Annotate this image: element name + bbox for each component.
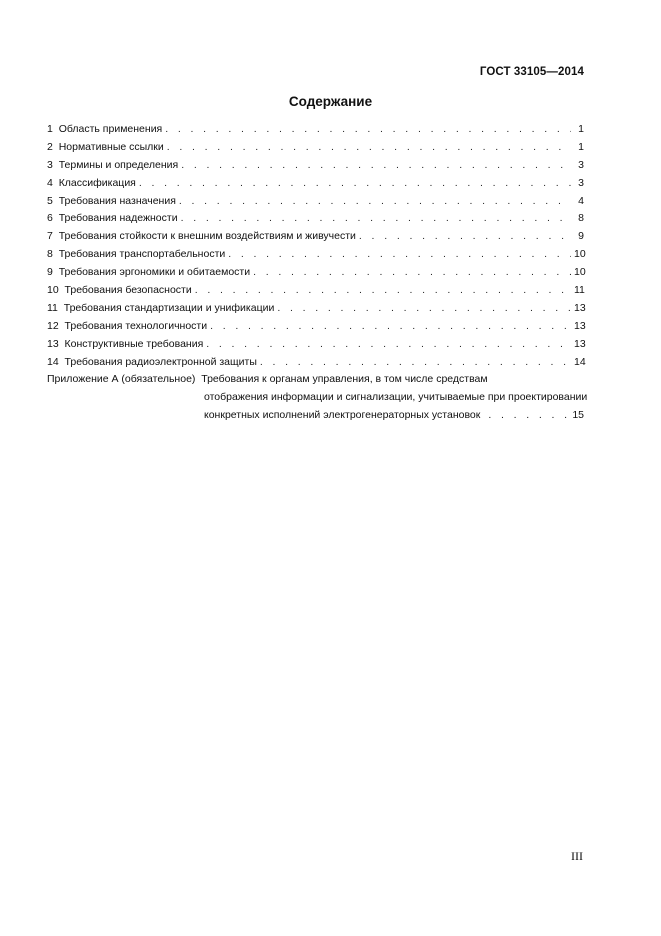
standard-code: ГОСТ 33105—2014 <box>479 66 584 78</box>
appendix-title-line-3: конкретных исполнений электрогенераторных установок <box>204 409 481 422</box>
leader-dots <box>195 282 571 300</box>
toc-entry-page: 13 <box>574 301 586 314</box>
toc-entry-5[interactable] <box>47 193 584 211</box>
toc-entry-label: Требования безопасности <box>64 284 192 297</box>
toc-entry-12[interactable] <box>47 318 584 336</box>
leader-dots <box>165 121 571 139</box>
toc-entry-page: 13 <box>574 337 586 350</box>
toc-entry-page: 15 <box>572 409 584 422</box>
appendix-first-line <box>47 371 584 389</box>
toc-entry-number: 1 <box>47 123 53 135</box>
toc-entry-6[interactable] <box>47 210 584 228</box>
toc-entry-number: 11 <box>47 301 58 314</box>
appendix-last-line <box>47 407 584 425</box>
leader-dots <box>260 354 571 372</box>
toc-entry-label: Классификация <box>58 176 136 189</box>
toc-entry-page: 11 <box>574 284 585 297</box>
toc-entry-number: 2 <box>47 140 53 153</box>
toc-entry-page: 3 <box>578 158 584 171</box>
toc-appendix-a[interactable] <box>47 371 588 425</box>
toc-entry-number: 3 <box>47 158 53 171</box>
leader-dots <box>228 246 571 264</box>
toc-entry-number: 10 <box>47 284 59 297</box>
toc-entry-label: Требования назначения <box>58 194 176 207</box>
leader-dots <box>181 210 571 228</box>
toc-entry-4[interactable] <box>47 175 584 193</box>
page-number: III <box>571 849 583 863</box>
leader-dots <box>206 336 571 354</box>
toc-entry-page: 3 <box>578 176 584 189</box>
toc-entry-label: Требования технологичности <box>64 319 208 332</box>
toc-entry-page: 13 <box>574 319 586 332</box>
appendix-title-line-2: отображения информации и сигнализации, учитываемые при проектировании <box>204 391 588 404</box>
appendix-prefix: Приложение А (обязательное) <box>47 373 196 386</box>
toc-entry-number: 4 <box>47 176 53 189</box>
toc-entry-page: 1 <box>578 123 584 135</box>
toc-entry-label: Требования транспортабельности <box>58 248 226 261</box>
toc-entry-page: 8 <box>578 212 584 225</box>
toc-entry-page: 1 <box>578 140 584 153</box>
toc-entry-label: Требования эргономики и обитаемости <box>58 266 251 279</box>
toc-entry-number: 7 <box>47 230 53 243</box>
leader-dots <box>167 139 571 157</box>
toc-entry-3[interactable] <box>47 157 584 175</box>
appendix-title-line-1: Требования к органам управления, в том числе средствам <box>201 373 488 386</box>
toc-entry-label: Термины и определения <box>58 158 179 171</box>
toc-entry-label: Конструктивные требования <box>64 337 204 350</box>
toc-entry-13[interactable] <box>47 336 584 354</box>
toc-entry-10[interactable] <box>47 282 584 300</box>
toc-entry-number: 14 <box>47 355 59 368</box>
toc-entry-page: 10 <box>574 248 586 261</box>
leader-dots <box>139 175 571 193</box>
toc-entry-page: 9 <box>578 230 584 243</box>
toc-entry-11[interactable] <box>47 300 584 318</box>
toc-entry-14[interactable] <box>47 354 584 372</box>
toc-entry-9[interactable] <box>47 264 584 282</box>
toc-title: Содержание <box>288 94 373 109</box>
toc-entry-8[interactable] <box>47 246 584 264</box>
toc-entry-number: 6 <box>47 212 53 225</box>
toc-entry-number: 12 <box>47 319 59 332</box>
toc-entry-number: 5 <box>47 194 53 207</box>
toc-entry-page: 14 <box>574 355 586 368</box>
toc-entry-label: Требования стойкости к внешним воздействиям и живучести <box>58 230 356 243</box>
leader-dots <box>181 157 571 175</box>
toc-entry-page: 4 <box>578 194 584 207</box>
toc-entry-number: 13 <box>47 337 59 350</box>
leader-dots <box>210 318 571 336</box>
toc-entry-2[interactable] <box>47 139 584 157</box>
toc-entry-label: Нормативные ссылки <box>58 140 164 153</box>
leader-dots <box>179 193 571 211</box>
leader-dots <box>253 264 571 282</box>
leader-dots <box>488 407 569 425</box>
toc-entry-label: Требования радиоэлектронной защиты <box>64 355 257 368</box>
toc-entry-7[interactable] <box>47 228 584 246</box>
toc-entry-1[interactable] <box>47 121 584 139</box>
leader-dots <box>277 300 571 318</box>
leader-dots <box>359 228 571 246</box>
table-of-contents <box>47 121 588 425</box>
toc-entry-number: 8 <box>47 248 53 261</box>
toc-entry-number: 9 <box>47 266 53 279</box>
toc-entry-label: Требования надежности <box>58 212 178 225</box>
toc-entry-label: Требования стандартизации и унификации <box>63 301 275 314</box>
toc-entry-label: Область применения <box>58 123 163 135</box>
toc-entry-page: 10 <box>574 266 586 279</box>
